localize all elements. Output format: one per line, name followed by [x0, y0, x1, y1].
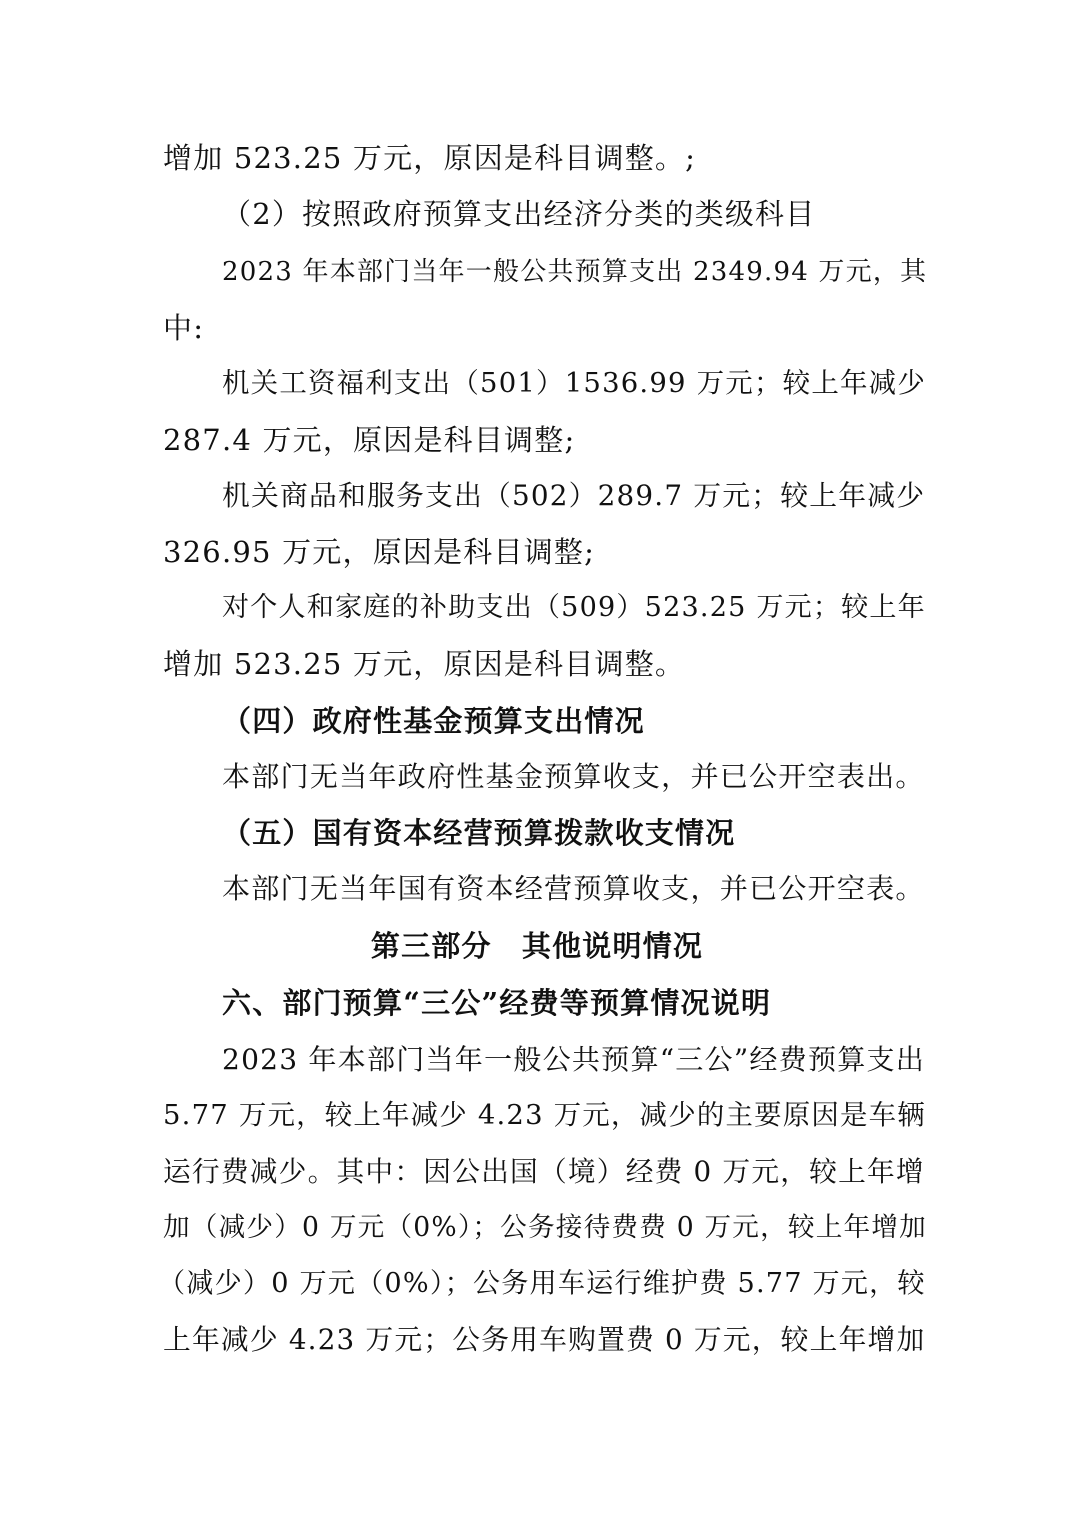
body-text-line: 287.4 万元，原因是科目调整; [163, 423, 576, 457]
body-text-line: 机关商品和服务支出（502）289.7 万元；较上年减少 [222, 479, 926, 512]
subsection-title: （2）按照政府预算支出经济分类的类级科目 [222, 197, 816, 231]
section-heading: （五）国有资本经营预算拨款收支情况 [222, 816, 736, 850]
body-text-line: 上年减少 4.23 万元；公务用车购置费 0 万元，较上年增加 [163, 1323, 926, 1356]
body-text-line: 2023 年本部门当年一般公共预算“三公”经费预算支出 [222, 1043, 926, 1076]
body-text-line: 2023 年本部门当年一般公共预算支出 2349.94 万元，其 [222, 257, 928, 287]
part-title: 第三部分 其他说明情况 [370, 929, 704, 963]
body-text-line: 增加 523.25 万元，原因是科目调整。; [163, 141, 697, 175]
body-text-line: 5.77 万元，较上年减少 4.23 万元，减少的主要原因是车辆 [163, 1100, 926, 1131]
body-text-line: 对个人和家庭的补助支出（509）523.25 万元；较上年 [222, 592, 926, 623]
section-heading: 六、部门预算“三公”经费等预算情况说明 [222, 986, 772, 1020]
body-text-line: 运行费减少。其中：因公出国（境）经费 0 万元，较上年增 [163, 1155, 925, 1188]
section-heading: （四）政府性基金预算支出情况 [222, 704, 645, 738]
body-text-line: 机关工资福利支出（501）1536.99 万元；较上年减少 [222, 368, 926, 399]
body-text-line: （减少）0 万元（0%）；公务用车运行维护费 5.77 万元，较 [158, 1268, 926, 1299]
body-text-line: 本部门无当年政府性基金预算收支，并已公开空表出。 [222, 760, 925, 793]
body-text-line: 中: [163, 311, 205, 345]
body-text-line: 本部门无当年国有资本经营预算收支，并已公开空表。 [222, 872, 925, 905]
body-text-line: 加（减少）0 万元（0%）；公务接待费费 0 万元，较上年增加 [163, 1212, 927, 1243]
body-text-line: 增加 523.25 万元，原因是科目调整。 [163, 647, 686, 681]
body-text-line: 326.95 万元，原因是科目调整; [163, 535, 596, 569]
